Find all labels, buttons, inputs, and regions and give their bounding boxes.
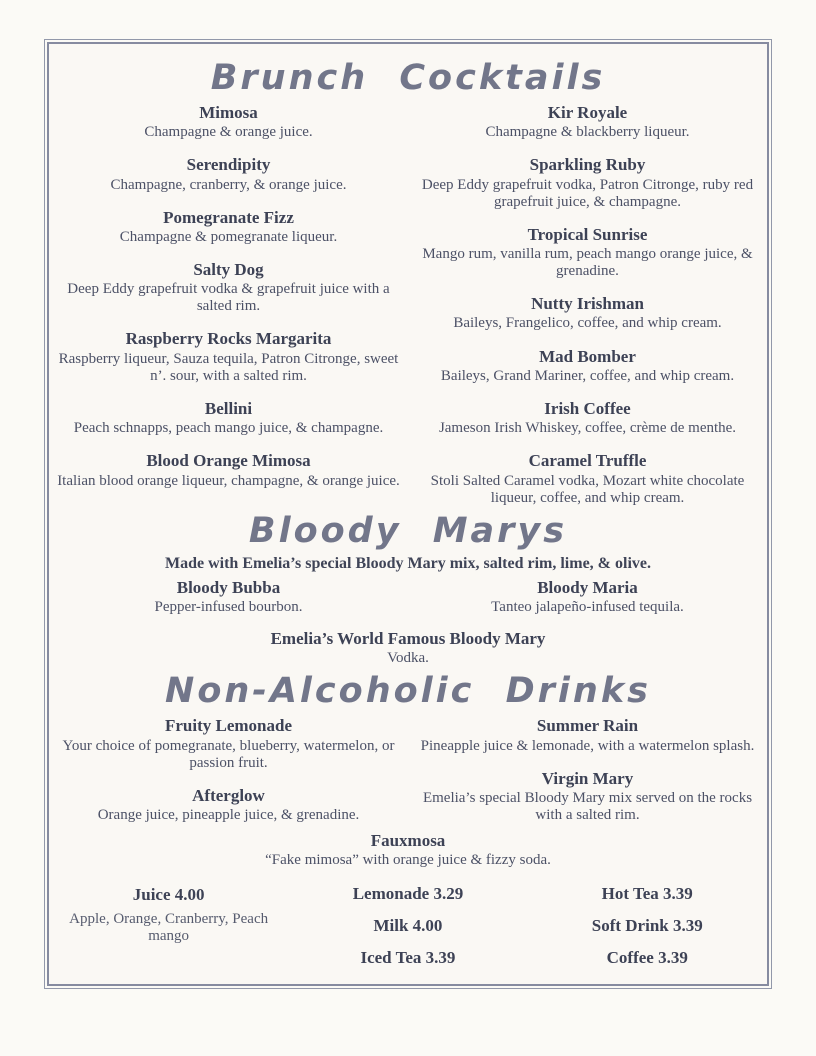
menu-item [271, 628, 546, 667]
section-title-brunch-cocktails: Brunch Cocktails [210, 58, 606, 98]
brunch-column-right [408, 102, 767, 507]
item-name: Juice 4.00 [132, 884, 205, 904]
item-name: Emelia’s World Famous Bloody Mary [270, 629, 546, 649]
menu-item [485, 102, 689, 141]
item-name: Nutty Irishman [531, 294, 644, 314]
menu-item [421, 715, 755, 754]
item-description: Peach schnapps, peach mango juice, & champagne. [73, 420, 384, 437]
menu-item [54, 259, 404, 315]
menu-item [453, 293, 721, 332]
menu-item [54, 884, 284, 945]
section-title-non-alcoholic: Non-Alcoholic Drinks [165, 671, 651, 712]
menu-item [74, 398, 383, 437]
bloody-marys-column-left [49, 577, 408, 616]
bloody-marys-column-right [408, 577, 767, 616]
item-name: Salty Dog [193, 260, 264, 280]
item-name: Pomegranate Fizz [163, 207, 294, 227]
item-name: Summer Rain [536, 716, 639, 736]
menu-item [54, 715, 404, 771]
menu-item [57, 450, 400, 489]
menu-item [154, 577, 302, 616]
item-name: Bloody Maria [537, 577, 638, 597]
item-name: Tropical Sunrise [527, 224, 648, 244]
menu-item [413, 224, 763, 280]
brunch-column-left [49, 102, 408, 507]
non-alcoholic-column-right [408, 715, 767, 824]
bloody-marys-center [49, 628, 767, 667]
price-column-middle [288, 884, 527, 968]
non-alcoholic-column-left [49, 715, 408, 824]
item-description: Champagne, cranberry, & orange juice. [110, 176, 347, 193]
bloody-marys-columns [49, 577, 767, 616]
non-alcoholic-columns [49, 715, 767, 824]
menu-item [491, 577, 684, 616]
item-name: Mimosa [199, 103, 258, 122]
item-description: Baileys, Grand Mariner, coffee, and whip cream. [440, 367, 735, 384]
item-description: Baileys, Frangelico, coffee, and whip cream. [453, 315, 722, 332]
menu-item [98, 785, 360, 824]
item-description: Raspberry liqueur, Sauza tequila, Patron Citronge, sweet n’. sour, with a salted rim. [58, 350, 399, 384]
item-description: Deep Eddy grapefruit vodka & grapefruit juice with a salted rim. [67, 281, 390, 315]
price-line: Milk 4.00 [373, 915, 443, 935]
item-description: Italian blood orange liqueur, champagne, & orange juice. [57, 472, 400, 489]
item-name: Fruity Lemonade [164, 716, 293, 736]
item-description: Mango rum, vanilla rum, peach mango orange juice, & grenadine. [422, 246, 753, 280]
price-line: Hot Tea 3.39 [601, 883, 693, 903]
price-line: Coffee 3.39 [606, 947, 688, 967]
item-description: Champagne & orange juice. [144, 124, 313, 141]
item-description: Your choice of pomegranate, blueberry, watermelon, or passion fruit. [62, 737, 395, 771]
item-description: Emelia’s special Bloody Mary mix served on the rocks with a salted rim. [422, 789, 753, 824]
item-description: Jameson Irish Whiskey, coffee, crème de menthe. [438, 420, 737, 437]
item-name: Sparkling Ruby [529, 155, 646, 175]
menu-item [413, 154, 763, 210]
price-line: Lemonade 3.29 [352, 883, 464, 903]
item-description: Pineapple juice & lemonade, with a watermelon splash. [420, 737, 755, 754]
item-name: Fauxmosa [370, 831, 446, 851]
price-line: Soft Drink 3.39 [591, 915, 703, 935]
item-description: Stoli Salted Caramel vodka, Mozart white chocolate liqueur, coffee, and whip cream. [430, 472, 745, 506]
price-row [49, 884, 767, 968]
item-description: Apple, Orange, Cranberry, Peach mango [69, 910, 269, 944]
menu-item [441, 346, 734, 385]
item-name: Virgin Mary [541, 768, 634, 788]
item-name: Irish Coffee [544, 398, 631, 418]
menu-item [413, 768, 763, 824]
menu-item [54, 328, 404, 384]
menu-item [120, 207, 337, 246]
item-name: Serendipity [186, 155, 271, 175]
item-description: Tanteo jalapeño-infused tequila. [491, 598, 684, 615]
section-title-bloody-marys: Bloody Marys [248, 510, 568, 551]
item-name: Afterglow [192, 785, 265, 805]
menu-item [110, 154, 346, 193]
menu-item [413, 450, 763, 506]
item-description: Champagne & pomegranate liqueur. [119, 228, 338, 245]
price-column-juice [49, 884, 288, 968]
menu-item [439, 398, 736, 437]
menu-item [265, 830, 551, 869]
item-description: Orange juice, pineapple juice, & grenadine. [97, 807, 360, 824]
item-name: Kir Royale [547, 103, 628, 122]
page-frame [47, 42, 769, 986]
item-name: Caramel Truffle [528, 451, 647, 471]
price-line: Iced Tea 3.39 [360, 947, 456, 967]
brunch-columns [49, 102, 767, 507]
item-name: Blood Orange Mimosa [146, 451, 311, 471]
item-name: Bloody Bubba [176, 577, 281, 597]
item-description: Vodka. [387, 650, 429, 667]
fauxmosa-center [49, 830, 767, 869]
item-description: Champagne & blackberry liqueur. [485, 124, 690, 141]
price-column-right [528, 884, 767, 968]
bloody-marys-intro: Made with Emelia’s special Bloody Mary mix, salted rim, lime, & olive. [164, 554, 651, 572]
item-description: Deep Eddy grapefruit vodka, Patron Citronge, ruby red grapefruit juice, & champagne. [421, 176, 754, 210]
item-name: Bellini [204, 398, 253, 418]
menu-item [144, 102, 312, 141]
item-description: Pepper-infused bourbon. [154, 598, 303, 615]
item-name: Mad Bomber [539, 346, 636, 366]
item-description: “Fake mimosa” with orange juice & fizzy soda. [265, 852, 551, 869]
item-name: Raspberry Rocks Margarita [125, 329, 332, 349]
